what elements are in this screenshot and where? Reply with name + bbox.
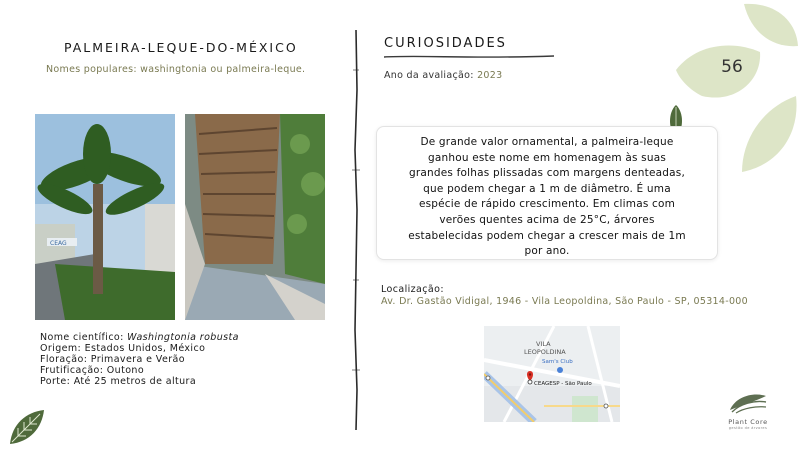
location-label: Localização: [381, 284, 444, 295]
fruiting-row: Frutificação: Outono [40, 365, 145, 376]
palm-tree-photo [35, 114, 175, 320]
column-divider [349, 30, 363, 430]
curiosity-card [376, 126, 718, 260]
trunk-photo [185, 114, 325, 320]
map-district-label: VILA [536, 340, 551, 348]
heading-underline [384, 52, 554, 62]
species-facts [40, 332, 340, 387]
flowering-row: Floração: Primavera e Verão [40, 354, 185, 365]
plant-core-logo [720, 392, 776, 436]
logo-name: Plant Core [728, 418, 768, 426]
location-map[interactable] [484, 326, 620, 422]
origin-row: Origem: Estados Unidos, México [40, 343, 206, 354]
leaf-icon [6, 406, 48, 448]
curiosities-heading: CURIOSIDADES [384, 36, 507, 51]
size-row: Porte: Até 25 metros de altura [40, 376, 197, 387]
evaluation-year: Ano da avaliação: 2023 [384, 70, 503, 81]
curiosity-text: De grande valor ornamental, a palmeira-leque ganhou este nome em homenagem às suas grandes folhas plissadas com margens denteadas, que podem chegar a 1 m de diâmetro. É uma espécie de rápido crescimento. Em climas com verões quentes acima de 25°C, árvores estabelecidas podem chegar a crescer mais de 1m por ano. [408, 136, 686, 258]
map-district-label-2: LEOPOLDINA [524, 348, 566, 356]
map-marker-label: CEAGESP - São Paulo [534, 381, 592, 387]
logo-tagline: gestão de árvores [728, 426, 768, 430]
map-store-label: Sam's Club [542, 359, 573, 365]
page-number: 56 [721, 57, 743, 77]
popular-names: Nomes populares: washingtonia ou palmeira-leque. [46, 64, 306, 75]
page-title: PALMEIRA-LEQUE-DO-MÉXICO [64, 40, 298, 55]
svg-text:CEAG: CEAG [50, 240, 67, 247]
scientific-name: Washingtonia robusta [127, 332, 239, 343]
location-address: Av. Dr. Gastão Vidigal, 1946 - Vila Leopoldina, São Paulo - SP, 05314-000 [381, 296, 748, 307]
logo-mark-icon [728, 392, 768, 414]
scientific-name-row: Nome científico: Washingtonia robusta [40, 332, 239, 343]
